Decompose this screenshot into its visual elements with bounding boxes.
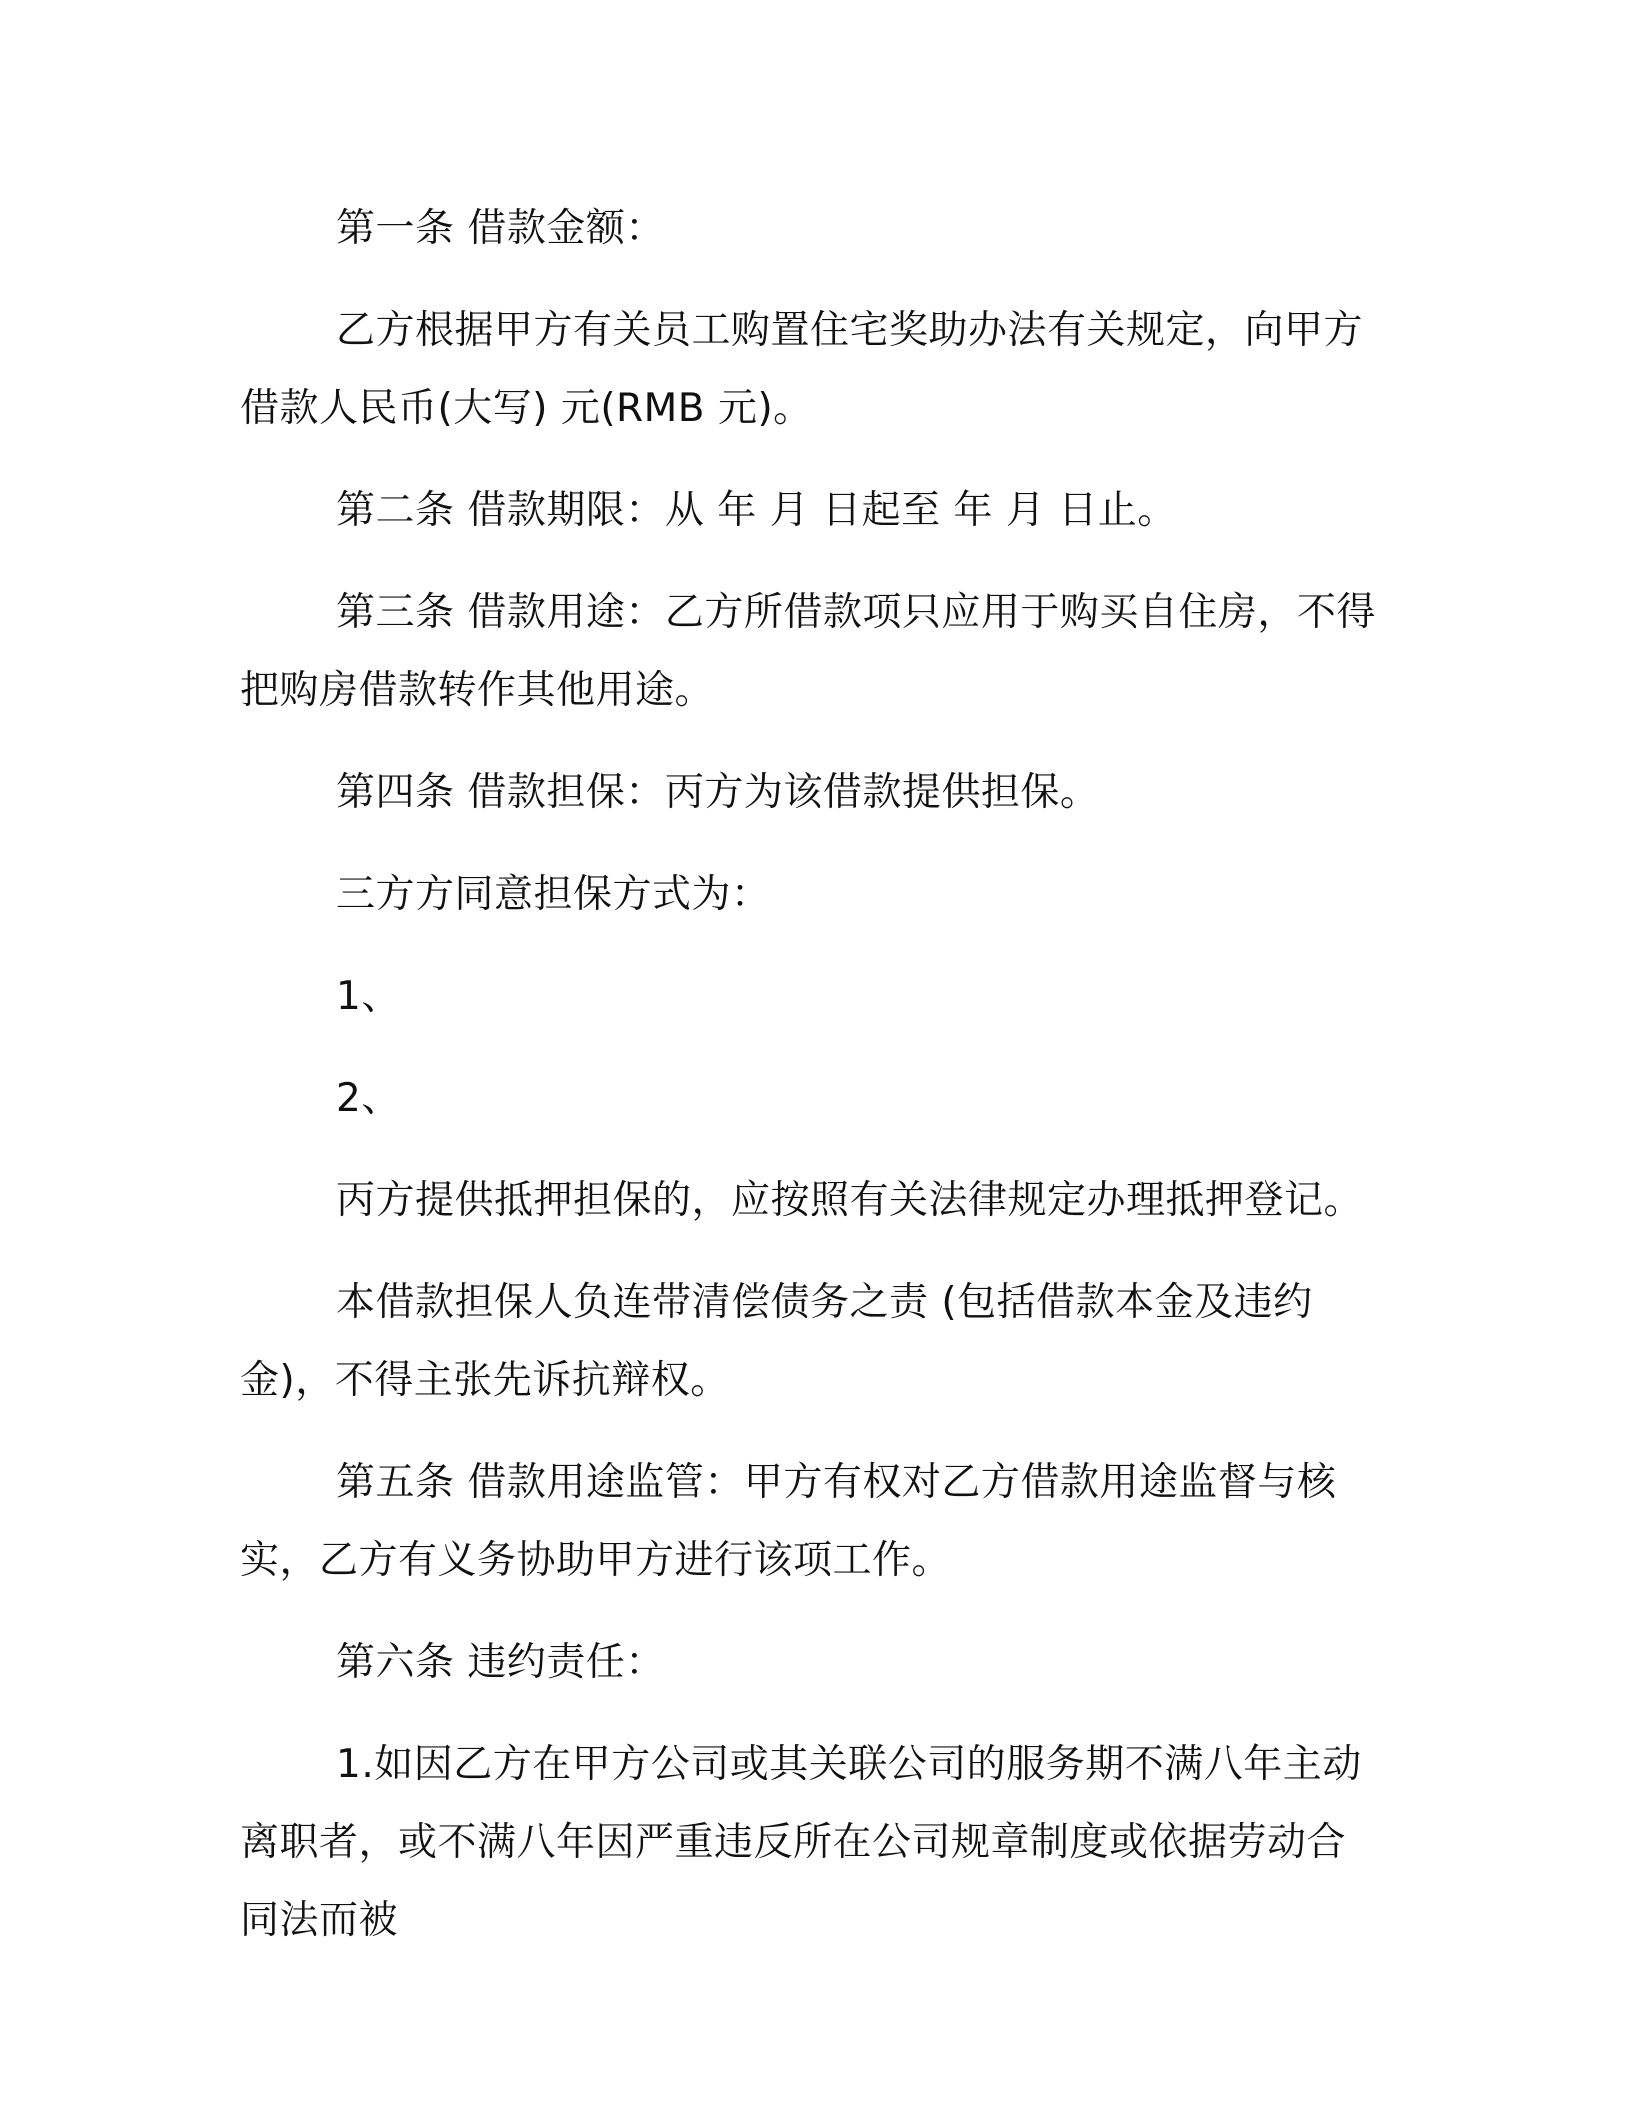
joint-liability-text: 本借款担保人负连带清偿债务之责 (包括借款本金及违约金)，不得主张先诉抗辩权。 bbox=[240, 1280, 1313, 1403]
clause-6-heading: 第六条 违约责任： bbox=[336, 1640, 665, 1685]
clause-6-item-1: 1.如因乙方在甲方公司或其关联公司的服务期不满八年主动离职者，或不满八年因严重违反所在公司规章制度或依据劳动合同法而被 bbox=[240, 1742, 1362, 1943]
clause-1-text: 乙方根据甲方有关员工购置住宅奖助办法有关规定，向甲方借款人民币(大写) 元(RMB 元)。 bbox=[240, 308, 1364, 431]
clause-3-text: 第三条 借款用途：乙方所借款项只应用于购买自住房，不得把购房借款转作其他用途。 bbox=[240, 590, 1376, 713]
mortgage-registration-text: 丙方提供抵押担保的，应按照有关法律规定办理抵押登记。 bbox=[336, 1178, 1364, 1223]
clause-1-heading: 第一条 借款金额： bbox=[336, 206, 665, 251]
guarantee-item-1: 1、 bbox=[336, 974, 401, 1019]
guarantee-item-2: 2、 bbox=[336, 1076, 401, 1121]
document-body bbox=[240, 190, 1380, 1984]
clause-2-text: 第二条 借款期限：从 年 月 日起至 年 月 日止。 bbox=[336, 488, 1177, 533]
clause-5-text: 第五条 借款用途监管：甲方有权对乙方借款用途监督与核实，乙方有义务协助甲方进行该项工作。 bbox=[240, 1460, 1337, 1583]
guarantee-method-intro: 三方方同意担保方式为： bbox=[336, 872, 771, 917]
clause-4-text: 第四条 借款担保：丙方为该借款提供担保。 bbox=[336, 770, 1100, 815]
